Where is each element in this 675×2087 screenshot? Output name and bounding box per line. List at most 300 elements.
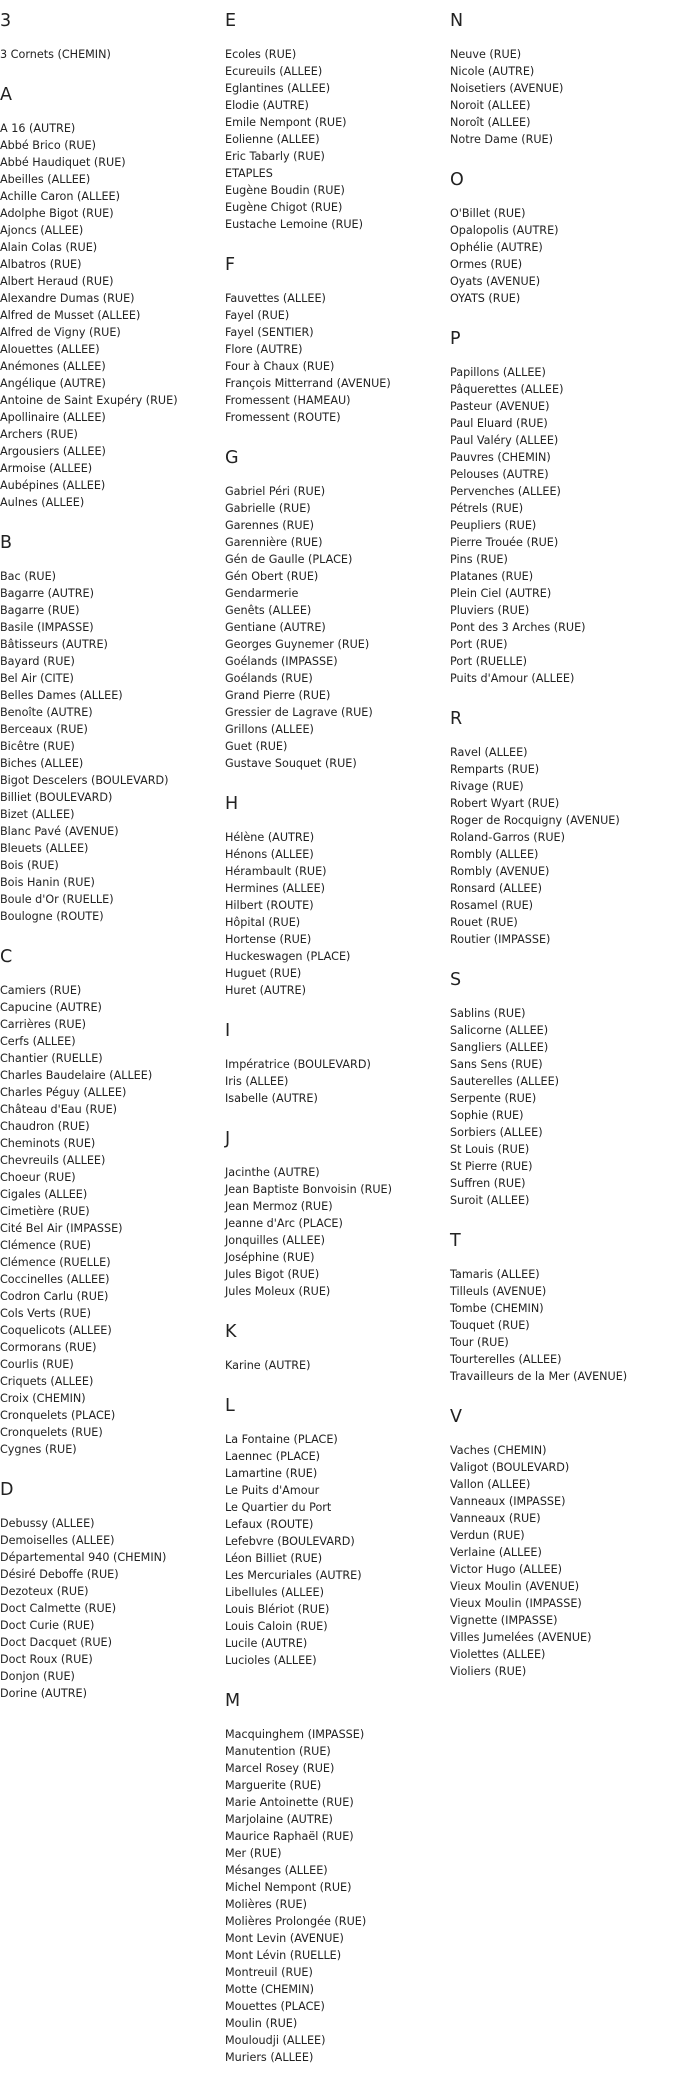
street-item: Sauterelles (ALLEE) [450,1075,560,1088]
street-item: Motte (CHEMIN) [225,1983,315,1996]
letter-section [450,1230,670,1385]
street-item: Antoine de Saint Exupéry (RUE) [0,394,178,407]
street-item: Sans Sens (RUE) [450,1058,543,1071]
street-item: François Mitterrand (AVENUE) [225,377,391,390]
street-item: Moulin (RUE) [225,2017,298,2030]
street-item: Pluviers (RUE) [450,604,530,617]
street-item: Ecureuils (ALLEE) [225,65,323,78]
street-item: Port (RUE) [450,638,508,651]
letter-section [0,532,220,925]
street-item: Eugène Boudin (RUE) [225,184,345,197]
letter-section [0,946,220,1458]
street-item: Paul Eluard (RUE) [450,417,548,430]
street-list [0,568,220,925]
street-item: Le Puits d'Amour [225,1484,320,1497]
street-item: Pins (RUE) [450,553,508,566]
street-item: Eugène Chigot (RUE) [225,201,343,214]
street-item: OYATS (RUE) [450,292,521,305]
street-item: Ronsard (ALLEE) [450,882,542,895]
street-list [225,1056,445,1107]
street-item: Bel Air (CITE) [0,672,74,685]
street-item: Fromessent (ROUTE) [225,411,341,424]
street-item: Huguet (RUE) [225,967,302,980]
index-column [450,10,670,1701]
street-item: Grillons (ALLEE) [225,723,314,736]
street-item: 3 Cornets (CHEMIN) [0,48,111,61]
street-item: Biches (ALLEE) [0,757,84,770]
street-item: Cerfs (ALLEE) [0,1035,76,1048]
letter-section [225,10,445,233]
section-letter: M [225,1691,241,1711]
street-item: Montreuil (RUE) [225,1966,313,1979]
street-item: Départemental 940 (CHEMIN) [0,1551,167,1564]
street-list [0,982,220,1458]
street-item: Notre Dame (RUE) [450,133,553,146]
street-item: Cronquelets (RUE) [0,1426,103,1439]
street-item: Pâquerettes (ALLEE) [450,383,564,396]
street-item: Berceaux (RUE) [0,723,88,736]
street-item: Eglantines (ALLEE) [225,82,331,95]
street-item: Bayard (RUE) [0,655,75,668]
street-list [450,1005,670,1209]
street-item: Alain Colas (RUE) [0,241,98,254]
letter-section [450,1406,670,1680]
street-item: Gustave Souquet (RUE) [225,757,357,770]
street-item: Billiet (BOULEVARD) [0,791,113,804]
street-item: Blanc Pavé (AVENUE) [0,825,119,838]
street-item: Emile Nempont (RUE) [225,116,347,129]
street-item: A 16 (AUTRE) [0,122,76,135]
street-item: Mont Lévin (RUELLE) [225,1949,342,1962]
street-item: Sorbiers (ALLEE) [450,1126,543,1139]
street-item: Boule d'Or (RUELLE) [0,893,114,906]
section-letter: P [450,329,461,349]
street-item: Rosamel (RUE) [450,899,534,912]
street-item: Remparts (RUE) [450,763,540,776]
letter-section [225,1128,445,1300]
street-item: Mont Levin (AVENUE) [225,1932,344,1945]
street-item: Bois Hanin (RUE) [0,876,95,889]
street-item: Clémence (RUELLE) [0,1256,111,1269]
street-list [225,1726,445,2066]
street-item: Cimetière (RUE) [0,1205,90,1218]
street-item: Jules Moleux (RUE) [225,1285,331,1298]
street-item: Archers (RUE) [0,428,78,441]
street-item: Chevreuils (ALLEE) [0,1154,106,1167]
street-item: Roger de Rocquigny (AVENUE) [450,814,620,827]
street-list [225,1431,445,1669]
street-item: Sablins (RUE) [450,1007,526,1020]
section-letter: T [450,1231,461,1251]
street-item: Bâtisseurs (AUTRE) [0,638,108,651]
street-item: Vaches (CHEMIN) [450,1444,547,1457]
street-item: Molières (RUE) [225,1898,307,1911]
letter-section [0,1479,220,1702]
street-item: Bizet (ALLEE) [0,808,75,821]
street-item: Oyats (AVENUE) [450,275,541,288]
street-list [450,744,670,948]
street-item: Hélène (AUTRE) [225,831,315,844]
street-item: Bigot Descelers (BOULEVARD) [0,774,169,787]
letter-section [0,84,220,511]
street-item: Noisetiers (AVENUE) [450,82,564,95]
letter-section [225,1395,445,1669]
street-item: Vignette (IMPASSE) [450,1614,558,1627]
street-item: Georges Guynemer (RUE) [225,638,370,651]
street-item: Criquets (ALLEE) [0,1375,94,1388]
street-item: Noroit (ALLEE) [450,99,531,112]
street-item: Laennec (PLACE) [225,1450,321,1463]
street-item: Demoiselles (ALLEE) [0,1534,115,1547]
street-list [450,1266,670,1385]
street-item: Pétrels (RUE) [450,502,524,515]
street-item: La Fontaine (PLACE) [225,1433,338,1446]
street-item: Chaudron (RUE) [0,1120,90,1133]
street-item: Nicole (AUTRE) [450,65,535,78]
street-item: Noroît (ALLEE) [450,116,531,129]
street-item: Tour (RUE) [450,1336,509,1349]
street-item: Eolienne (ALLEE) [225,133,320,146]
street-item: Garennière (RUE) [225,536,323,549]
street-list [0,46,220,63]
street-item: Tamaris (ALLEE) [450,1268,540,1281]
street-item: Papillons (ALLEE) [450,366,546,379]
street-item: Bicêtre (RUE) [0,740,75,753]
street-item: Chantier (RUELLE) [0,1052,103,1065]
street-item: Abbé Haudiquet (RUE) [0,156,126,169]
street-item: Valigot (BOULEVARD) [450,1461,570,1474]
street-item: Ecoles (RUE) [225,48,297,61]
street-item: Karine (AUTRE) [225,1359,311,1372]
street-item: Mer (RUE) [225,1847,282,1860]
street-item: Armoise (ALLEE) [0,462,93,475]
street-item: Rivage (RUE) [450,780,524,793]
street-item: Vanneaux (IMPASSE) [450,1495,566,1508]
street-item: Isabelle (AUTRE) [225,1092,318,1105]
street-item: Mouettes (PLACE) [225,2000,325,2013]
street-item: Argousiers (ALLEE) [0,445,106,458]
street-item: Goélands (IMPASSE) [225,655,338,668]
street-list [0,120,220,511]
street-item: Ajoncs (ALLEE) [0,224,84,237]
street-item: Angélique (AUTRE) [0,377,106,390]
street-item: Rombly (AVENUE) [450,865,550,878]
street-item: Aubépines (ALLEE) [0,479,106,492]
street-item: Molières Prolongée (RUE) [225,1915,367,1928]
street-item: Doct Curie (RUE) [0,1619,95,1632]
street-item: Pauvres (CHEMIN) [450,451,551,464]
street-item: Gén Obert (RUE) [225,570,319,583]
street-item: Marguerite (RUE) [225,1779,322,1792]
street-item: Marjolaine (AUTRE) [225,1813,333,1826]
street-item: Sophie (RUE) [450,1109,524,1122]
letter-section [450,169,670,307]
street-item: Travailleurs de la Mer (AVENUE) [450,1370,628,1383]
street-item: Jeanne d'Arc (PLACE) [225,1217,343,1230]
street-item: Villes Jumelées (AVENUE) [450,1631,592,1644]
street-item: St Pierre (RUE) [450,1160,533,1173]
street-item: Platanes (RUE) [450,570,534,583]
street-item: Alouettes (ALLEE) [0,343,100,356]
section-letter: C [0,947,13,967]
street-item: Elodie (AUTRE) [225,99,309,112]
street-item: Choeur (RUE) [0,1171,76,1184]
street-item: Cols Verts (RUE) [0,1307,91,1320]
street-item: Belles Dames (ALLEE) [0,689,123,702]
letter-section [225,793,445,999]
street-item: Touquet (RUE) [450,1319,530,1332]
section-letter: I [225,1021,231,1041]
section-letter: 3 [0,11,12,31]
street-item: Coquelicots (ALLEE) [0,1324,112,1337]
street-item: Libellules (ALLEE) [225,1586,324,1599]
street-item: Hortense (RUE) [225,933,312,946]
street-item: Codron Carlu (RUE) [0,1290,109,1303]
street-item: Fayel (SENTIER) [225,326,314,339]
street-item: Doct Roux (RUE) [0,1653,93,1666]
street-item: Cité Bel Air (IMPASSE) [0,1222,123,1235]
street-item: Gabriel Péri (RUE) [225,485,326,498]
street-item: Gabrielle (RUE) [225,502,311,515]
street-item: Ophélie (AUTRE) [450,241,543,254]
section-letter: V [450,1407,462,1427]
street-item: Lamartine (RUE) [225,1467,318,1480]
street-list [225,1164,445,1300]
street-item: Capucine (AUTRE) [0,1001,102,1014]
street-item: Hilbert (ROUTE) [225,899,314,912]
street-item: Robert Wyart (RUE) [450,797,560,810]
street-item: Serpente (RUE) [450,1092,537,1105]
street-item: Pelouses (AUTRE) [450,468,549,481]
street-item: Jules Bigot (RUE) [225,1268,320,1281]
street-item: Salicorne (ALLEE) [450,1024,549,1037]
section-letter: E [225,11,237,31]
street-item: Tombe (CHEMIN) [450,1302,544,1315]
street-item: Violiers (RUE) [450,1665,527,1678]
letter-section [225,254,445,426]
street-item: Joséphine (RUE) [225,1251,315,1264]
street-item: Cygnes (RUE) [0,1443,77,1456]
street-item: Marie Antoinette (RUE) [225,1796,354,1809]
street-item: Achille Caron (ALLEE) [0,190,120,203]
section-letter: N [450,11,464,31]
street-item: Ravel (ALLEE) [450,746,528,759]
section-letter: K [225,1322,237,1342]
street-item: Dezoteux (RUE) [0,1585,89,1598]
street-item: Hénons (ALLEE) [225,848,314,861]
letter-section [450,969,670,1209]
street-item: Verdun (RUE) [450,1529,525,1542]
street-item: Hermines (ALLEE) [225,882,326,895]
street-item: Hôpital (RUE) [225,916,301,929]
street-item: Gén de Gaulle (PLACE) [225,553,353,566]
street-item: Fromessent (HAMEAU) [225,394,351,407]
street-item: Pasteur (AVENUE) [450,400,550,413]
street-item: Camiers (RUE) [0,984,82,997]
street-item: Neuve (RUE) [450,48,522,61]
section-letter: J [225,1129,231,1149]
street-item: Pont des 3 Arches (RUE) [450,621,586,634]
street-item: Tilleuls (AVENUE) [450,1285,547,1298]
street-list [450,1442,670,1680]
section-letter: B [0,533,13,553]
street-item: Fayel (RUE) [225,309,290,322]
street-item: Paul Valéry (ALLEE) [450,434,559,447]
street-item: ETAPLES [225,167,273,180]
street-item: Carrières (RUE) [0,1018,87,1031]
index-column [0,10,220,1723]
street-item: Alexandre Dumas (RUE) [0,292,135,305]
street-item: Huret (AUTRE) [225,984,306,997]
street-item: Marcel Rosey (RUE) [225,1762,335,1775]
street-item: Genêts (ALLEE) [225,604,312,617]
street-item: Rombly (ALLEE) [450,848,539,861]
letter-section [225,1020,445,1107]
street-item: Four à Chaux (RUE) [225,360,335,373]
street-item: Cormorans (RUE) [0,1341,97,1354]
section-letter: H [225,794,239,814]
section-letter: G [225,448,239,468]
street-item: Anémones (ALLEE) [0,360,106,373]
street-item: Gendarmerie [225,587,299,600]
street-item: O'Billet (RUE) [450,207,526,220]
street-item: Doct Calmette (RUE) [0,1602,117,1615]
street-item: Flore (AUTRE) [225,343,303,356]
street-item: Pierre Trouée (RUE) [450,536,559,549]
section-letter: R [450,709,463,729]
street-item: Albert Heraud (RUE) [0,275,114,288]
street-item: Maurice Raphaël (RUE) [225,1830,354,1843]
street-item: Cheminots (RUE) [0,1137,96,1150]
street-item: Charles Péguy (ALLEE) [0,1086,127,1099]
street-item: Rouet (RUE) [450,916,518,929]
street-item: Michel Nempont (RUE) [225,1881,352,1894]
street-item: Donjon (RUE) [0,1670,75,1683]
street-item: Louis Caloin (RUE) [225,1620,328,1633]
street-item: Lucile (AUTRE) [225,1637,308,1650]
street-list [225,483,445,772]
index-column [225,10,445,2087]
street-item: Vieux Moulin (AVENUE) [450,1580,580,1593]
street-item: Lefebvre (BOULEVARD) [225,1535,355,1548]
letter-section [225,1321,445,1374]
street-item: Basile (IMPASSE) [0,621,94,634]
street-list [450,46,670,148]
street-item: Guet (RUE) [225,740,288,753]
street-item: Suroit (ALLEE) [450,1194,530,1207]
street-list [225,829,445,999]
section-letter: L [225,1396,235,1416]
street-item: Pervenches (ALLEE) [450,485,561,498]
section-letter: O [450,170,464,190]
street-item: Lefaux (ROUTE) [225,1518,314,1531]
street-item: Roland-Garros (RUE) [450,831,565,844]
street-item: Victor Hugo (ALLEE) [450,1563,563,1576]
letter-section [450,328,670,687]
street-list [0,1515,220,1702]
street-item: Désiré Deboffe (RUE) [0,1568,119,1581]
street-item: Tourterelles (ALLEE) [450,1353,562,1366]
street-item: Muriers (ALLEE) [225,2051,314,2064]
street-item: Le Quartier du Port [225,1501,332,1514]
street-item: Cigales (ALLEE) [0,1188,88,1201]
street-item: Léon Billiet (RUE) [225,1552,323,1565]
street-item: Boulogne (ROUTE) [0,910,104,923]
street-list [225,290,445,426]
street-item: Macquinghem (IMPASSE) [225,1728,365,1741]
street-item: Vanneaux (RUE) [450,1512,541,1525]
street-item: Eustache Lemoine (RUE) [225,218,363,231]
street-item: Charles Baudelaire (ALLEE) [0,1069,153,1082]
letter-section [450,10,670,148]
street-item: Coccinelles (ALLEE) [0,1273,110,1286]
street-item: Jonquilles (ALLEE) [225,1234,326,1247]
street-item: Impératrice (BOULEVARD) [225,1058,371,1071]
street-item: Hérambault (RUE) [225,865,327,878]
street-item: Louis Blériot (RUE) [225,1603,330,1616]
street-item: Bois (RUE) [0,859,59,872]
street-item: Sangliers (ALLEE) [450,1041,549,1054]
street-item: Suffren (RUE) [450,1177,526,1190]
street-item: Château d'Eau (RUE) [0,1103,118,1116]
street-item: Bleuets (ALLEE) [0,842,89,855]
street-item: Peupliers (RUE) [450,519,537,532]
street-item: Bagarre (AUTRE) [0,587,94,600]
street-item: Jean Baptiste Bonvoisin (RUE) [225,1183,392,1196]
section-letter: S [450,970,462,990]
street-item: Cronquelets (PLACE) [0,1409,116,1422]
street-item: Vieux Moulin (IMPASSE) [450,1597,582,1610]
street-item: Mouloudji (ALLEE) [225,2034,326,2047]
street-item: Benoîte (AUTRE) [0,706,93,719]
letter-section [0,10,220,63]
street-item: Verlaine (ALLEE) [450,1546,542,1559]
street-item: Plein Ciel (AUTRE) [450,587,552,600]
letter-section [225,447,445,772]
street-item: Gressier de Lagrave (RUE) [225,706,373,719]
street-item: Fauvettes (ALLEE) [225,292,326,305]
street-list [225,46,445,233]
street-list [225,1357,445,1374]
letter-section [450,708,670,948]
street-item: Jacinthe (AUTRE) [225,1166,320,1179]
letter-section [225,1690,445,2066]
street-item: Mésanges (ALLEE) [225,1864,328,1877]
street-item: Bagarre (RUE) [0,604,80,617]
street-item: Jean Mermoz (RUE) [225,1200,333,1213]
street-item: Iris (ALLEE) [225,1075,289,1088]
street-item: Courlis (RUE) [0,1358,74,1371]
street-item: Debussy (ALLEE) [0,1517,95,1530]
street-item: Garennes (RUE) [225,519,314,532]
street-item: Apollinaire (ALLEE) [0,411,106,424]
street-item: Abbé Brico (RUE) [0,139,96,152]
street-item: Clémence (RUE) [0,1239,92,1252]
street-item: Goélands (RUE) [225,672,313,685]
street-item: Albatros (RUE) [0,258,82,271]
street-item: Manutention (RUE) [225,1745,331,1758]
street-item: Puits d'Amour (ALLEE) [450,672,575,685]
street-item: Dorine (AUTRE) [0,1687,87,1700]
section-letter: A [0,85,12,105]
street-item: Ormes (RUE) [450,258,523,271]
street-item: Croix (CHEMIN) [0,1392,86,1405]
street-item: Port (RUELLE) [450,655,528,668]
street-item: Eric Tabarly (RUE) [225,150,325,163]
street-item: Aulnes (ALLEE) [0,496,85,509]
street-item: Bac (RUE) [0,570,56,583]
street-item: Vallon (ALLEE) [450,1478,531,1491]
